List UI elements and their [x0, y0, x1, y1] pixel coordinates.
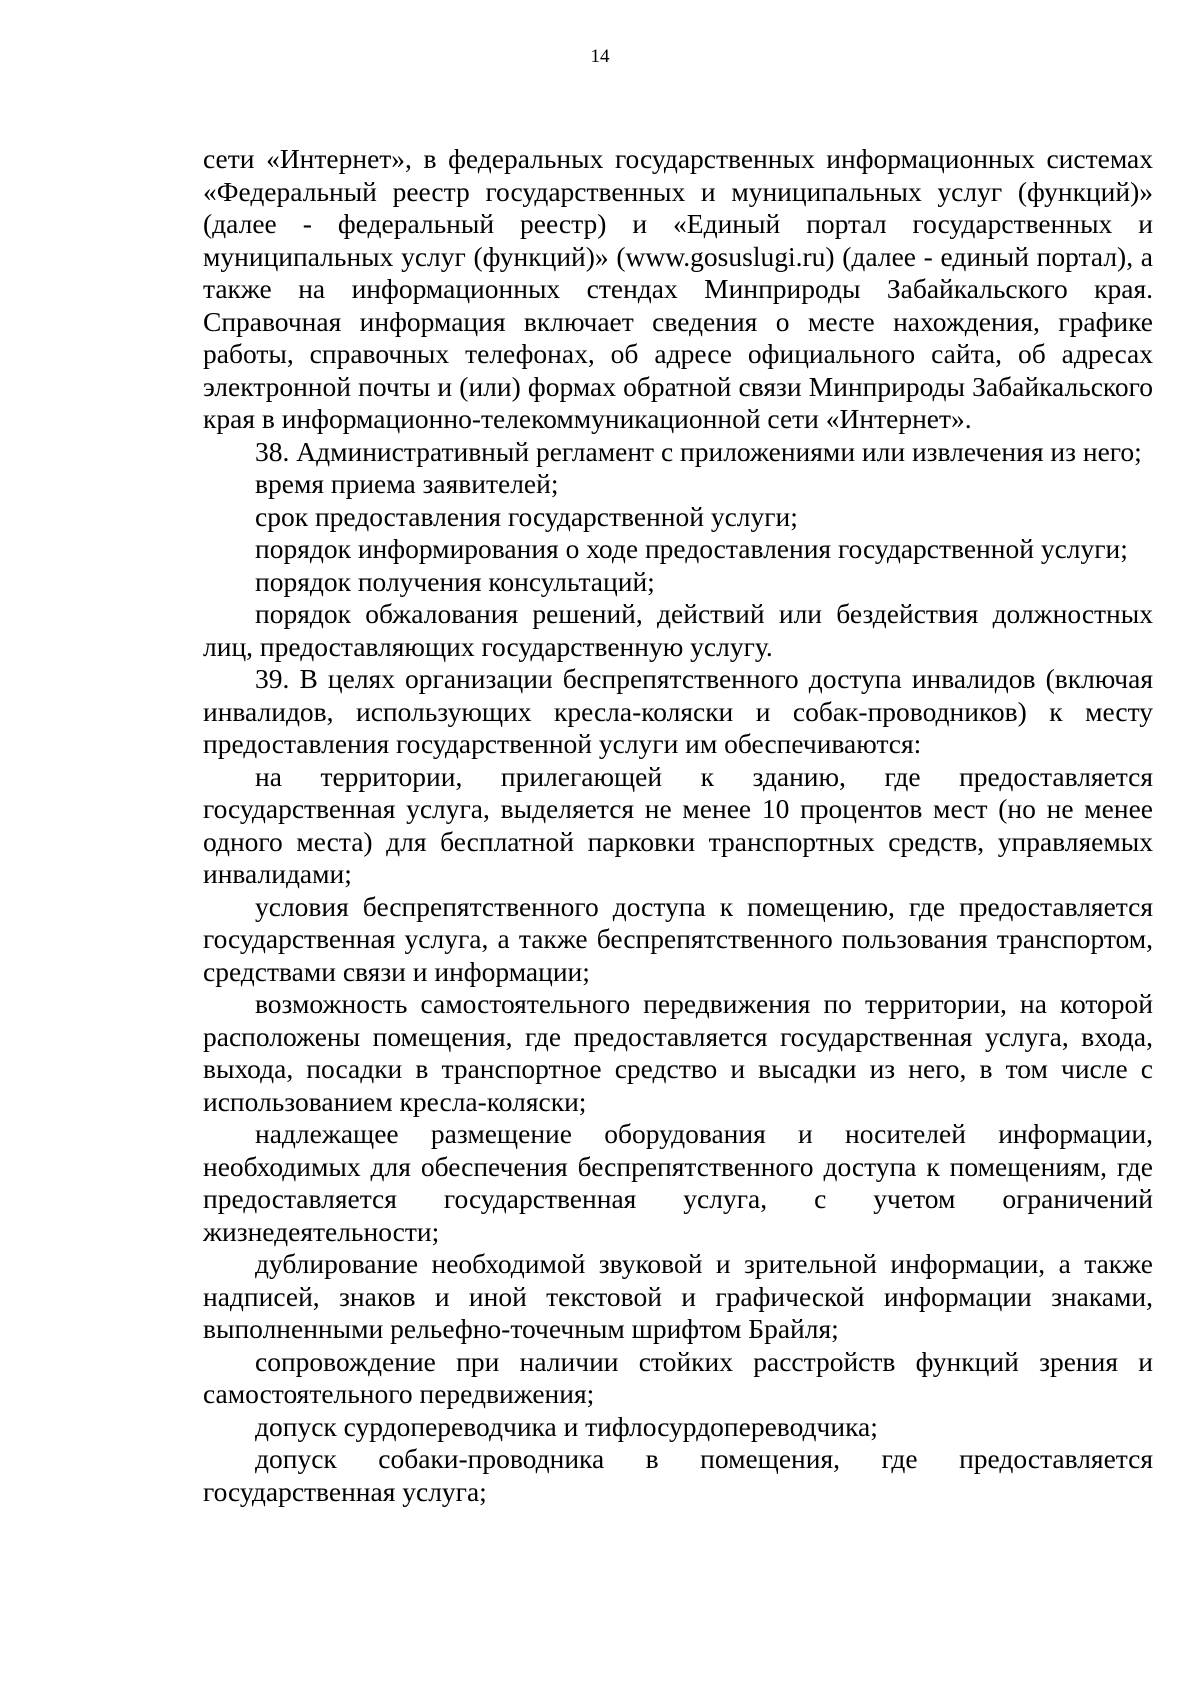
paragraph: порядок получения консультаций;	[255, 565, 655, 597]
paragraph: сопровождение при наличии стойких расстройств функций зрения и самостоятельного передвижения;	[203, 1345, 1153, 1409]
paragraph: надлежащее размещение оборудования и носителей информации, необходимых для обеспечения беспрепятственного доступа к помещениям, где предоставляется государственная услуга, с учетом ограничений жизнедеятельности;	[203, 1118, 1153, 1247]
paragraph: условия беспрепятственного доступа к помещению, где предоставляется государственная услуга, а также беспрепятственного пользования транспортом, средствами связи и информации;	[203, 890, 1153, 987]
paragraph-item-39: 39. В целях организации беспрепятственного доступа инвалидов (включая инвалидов, использующих кресла-коляски и собак-проводников) к месту предоставления государственной услуги им обеспечиваются:	[203, 663, 1153, 759]
document-body	[203, 143, 1153, 1508]
paragraph: порядок обжалования решений, действий или бездействия должностных лиц, предоставляющих государственную услугу.	[203, 598, 1153, 662]
paragraph-item-38: 38. Административный регламент с приложениями или извлечения из него;	[255, 435, 1142, 467]
paragraph: на территории, прилегающей к зданию, где предоставляется государственная услуга, выделяется не менее 10 процентов мест (но не менее одного места) для бесплатной парковки транспортных средств, управляемых инвалидами;	[203, 760, 1153, 889]
paragraph: допуск собаки-проводника в помещения, где предоставляется государственная услуга;	[203, 1443, 1153, 1507]
paragraph: допуск сурдопереводчика и тифлосурдопереводчика;	[255, 1410, 878, 1442]
paragraph: срок предоставления государственной услуги;	[255, 500, 798, 532]
paragraph: время приема заявителей;	[255, 468, 559, 499]
page-number: 14	[590, 46, 610, 67]
paragraph-continuation: сети «Интернет», в федеральных государственных информационных системах «Федеральный реестр государственных и муниципальных услуг (функций)» (далее - федеральный реестр) и «Единый портал государственных и муниципальных услуг (функций)» (www.gosuslugi.ru) (далее - единый портал), а также на информационных стендах Минприроды Забайкальского края. Справочная информация включает сведения о месте нахождения, графике работы, справочных телефонах, об адресе официального сайта, об адресах электронной почты и (или) формах обратной связи Минприроды Забайкальского края в информационно-телекоммуникационной сети «Интернет».	[203, 143, 1153, 434]
paragraph: порядок информирования о ходе предоставления государственной услуги;	[255, 533, 1128, 564]
paragraph: возможность самостоятельного передвижения по территории, на которой расположены помещения, где предоставляется государственная услуга, входа, выхода, посадки в транспортное средство и высадки из него, в том числе с использованием кресла-коляски;	[203, 988, 1153, 1117]
paragraph: дублирование необходимой звуковой и зрительной информации, а также надписей, знаков и иной текстовой и графической информации знаками, выполненными рельефно-точечным шрифтом Брайля;	[203, 1248, 1153, 1344]
